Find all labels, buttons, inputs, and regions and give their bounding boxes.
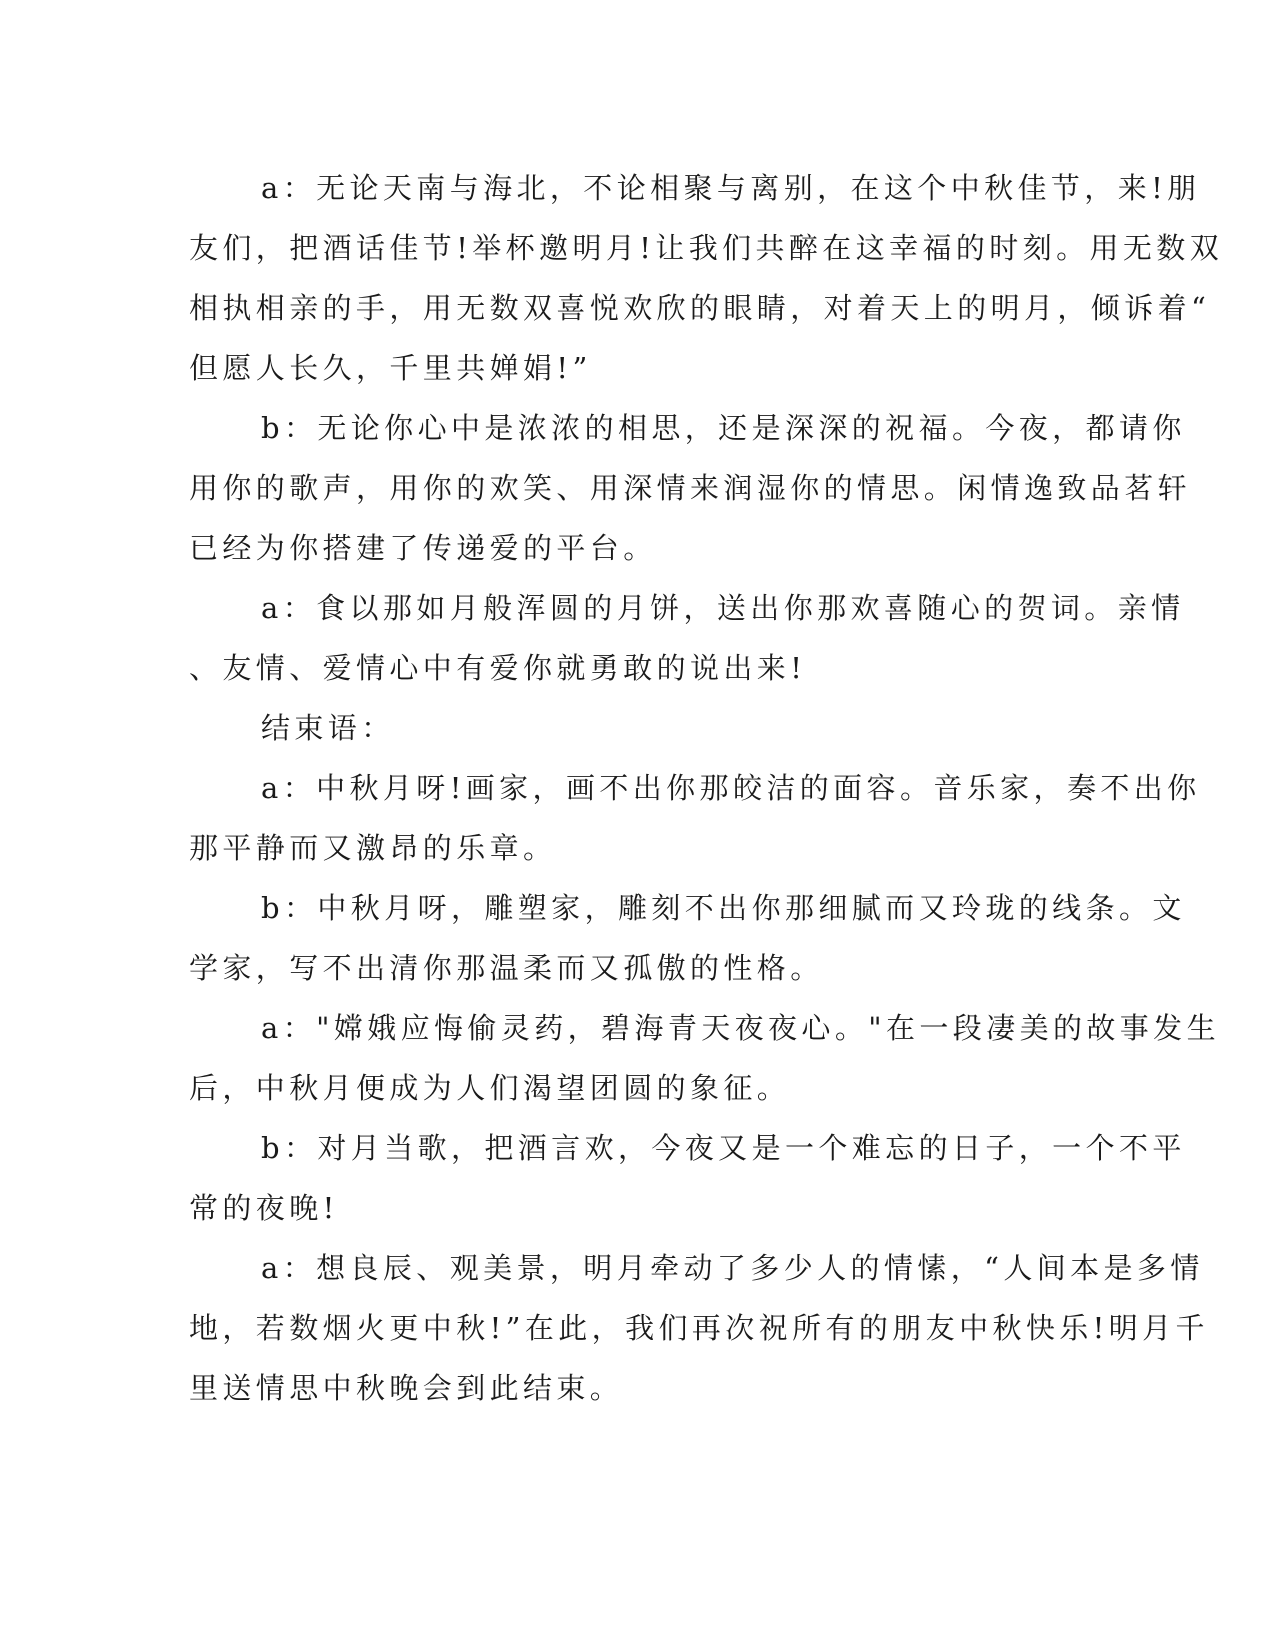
paragraph-b-3 [189, 1118, 1186, 1238]
paragraph-a-5 [189, 1238, 1209, 1418]
paragraph-b-1 [189, 398, 1192, 578]
text-line: a：中秋月呀!画家，画不出你那皎洁的面容。音乐家，奏不出你 [261, 771, 1201, 805]
text-line: 结束语： [261, 711, 395, 745]
text-line: b：无论你心中是浓浓的相思，还是深深的祝福。今夜，都请你 [261, 411, 1186, 445]
text-line: 友们，把酒话佳节!举杯邀明月!让我们共醉在这幸福的时刻。用无数双 [189, 231, 1224, 265]
text-line: 那平静而又激昂的乐章。 [189, 831, 557, 865]
text-line: 地，若数烟火更中秋!”在此，我们再次祝所有的朋友中秋快乐!明月千 [189, 1311, 1209, 1345]
text-line: 常的夜晚! [189, 1191, 339, 1225]
text-line: 里送情思中秋晚会到此结束。 [189, 1371, 624, 1405]
text-line: 相执相亲的手，用无数双喜悦欢欣的眼睛，对着天上的明月，倾诉着“ [189, 291, 1211, 325]
text-line: a：想良辰、观美景，明月牵动了多少人的情愫，“人间本是多情 [261, 1251, 1204, 1285]
paragraph-opening-a [189, 158, 1224, 398]
text-line: a：无论天南与海北，不论相聚与离别，在这个中秋佳节，来!朋 [261, 171, 1201, 205]
text-line: b：对月当歌，把酒言欢，今夜又是一个难忘的日子，一个不平 [261, 1131, 1186, 1165]
paragraph-a-4 [189, 998, 1220, 1118]
text-line: b：中秋月呀，雕塑家，雕刻不出你那细腻而又玲珑的线条。文 [261, 891, 1186, 925]
document-body [189, 158, 1224, 1418]
paragraph-a-2 [189, 578, 1185, 698]
paragraph-a-3 [189, 758, 1201, 878]
text-line: a：食以那如月般浑圆的月饼，送出你那欢喜随心的贺词。亲情 [261, 591, 1185, 625]
text-line: 学家，写不出清你那温柔而又孤傲的性格。 [189, 951, 824, 985]
text-line: 后，中秋月便成为人们渴望团圆的象征。 [189, 1071, 791, 1105]
text-line: 、友情、爱情心中有爱你就勇敢的说出来! [189, 651, 807, 685]
closing-heading [189, 698, 1079, 758]
text-line: 但愿人长久，千里共婵娟!” [189, 351, 592, 385]
text-line: a："嫦娥应悔偷灵药，碧海青天夜夜心。"在一段凄美的故事发生 [261, 1011, 1220, 1045]
text-line: 用你的歌声，用你的欢笑、用深情来润湿你的情思。闲情逸致品茗轩 [189, 471, 1192, 505]
paragraph-b-2 [189, 878, 1186, 998]
text-line: 已经为你搭建了传递爱的平台。 [189, 531, 657, 565]
